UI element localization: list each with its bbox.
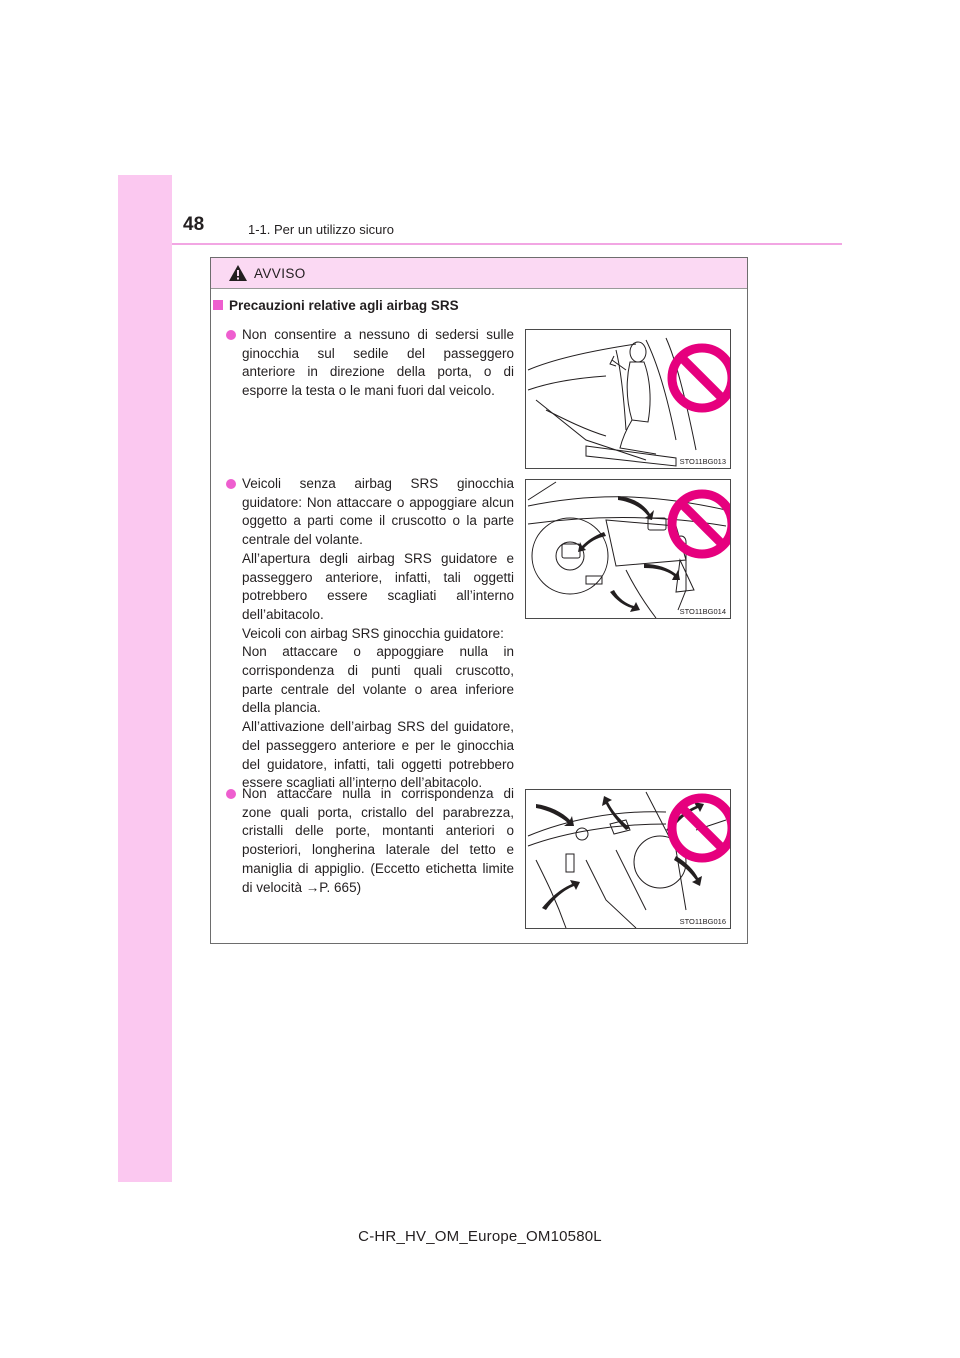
text-line: posteriori, longherina laterale del tetto e [242, 842, 514, 858]
warning-item-3 [226, 785, 514, 897]
text-line: All’apertura degli airbag SRS guidatore e [242, 550, 514, 566]
text-line: della plancia. [242, 700, 321, 716]
text-line: Veicoli senza airbag SRS ginocchia [242, 476, 514, 491]
text-line: dell’abitacolo. [242, 606, 324, 622]
text-line: centrale del volante. [242, 532, 363, 548]
text-line: zone quali porta, cristallo del parabrezza, [242, 804, 514, 820]
figure-code: STO11BG014 [679, 607, 726, 616]
text-line: potrebbero essere scagliati all’interno [242, 588, 514, 604]
warning-item-2 [226, 475, 514, 793]
text-line: Non attaccare o appoggiare nulla in [242, 644, 514, 660]
round-bullet-icon [226, 479, 236, 489]
text-line: Non consentire a nessuno di sedersi sulle [242, 327, 514, 342]
round-bullet-icon [226, 330, 236, 340]
text-line: anteriore in direzione della porta, o di [242, 364, 514, 380]
section-title: 1-1. Per un utilizzo sicuro [248, 222, 394, 237]
figure-dashboard-objects [525, 479, 731, 619]
text-line: oggetto a parti come il cruscotto o la parte [242, 513, 514, 529]
page-number: 48 [183, 214, 205, 235]
warning-header [211, 258, 747, 289]
text-line: Veicoli con airbag SRS ginocchia guidatore: [242, 625, 504, 641]
document-footer-code: C-HR_HV_OM_Europe_OM10580L [358, 1228, 602, 1245]
text-line: parte centrale del volante o area inferiore [242, 681, 514, 697]
square-bullet-icon [213, 300, 223, 310]
side-tab-band [118, 175, 172, 1182]
figure-cabin-pillars [525, 789, 731, 929]
subheading: Precauzioni relative agli airbag SRS [213, 298, 459, 313]
text-line: di velocità →P. 665) [242, 879, 362, 895]
text-line: corrispondenza di punti quali cruscotto, [242, 663, 514, 679]
warning-item-1 [226, 326, 514, 401]
text-line: Non attaccare nulla in corrispondenza di [242, 786, 514, 801]
text-line: ginocchia sul sedile del passeggero [242, 345, 514, 361]
text-line: esporre la testa o le mani fuori dal veicolo. [242, 383, 495, 399]
figure-kneeling-passenger [525, 329, 731, 469]
text-line: del passeggero anteriore e per le ginocchia [242, 737, 514, 753]
text-line: essere scagliati all’interno dell’abitacolo. [242, 775, 483, 791]
text-line: All’attivazione dell’airbag SRS del guidatore, [242, 719, 514, 735]
warning-label: AVVISO [254, 266, 306, 281]
text-line: del guidatore, infatti, tali oggetti potrebbero [242, 756, 514, 772]
text-line: passeggero anteriore, infatti, tali oggetti [242, 569, 514, 585]
warning-triangle-icon [228, 264, 248, 282]
text-line: guidatore: Non attaccare o appoggiare alcun [242, 494, 514, 510]
text-line: maniglia di appiglio. (Eccetto etichetta limite [242, 860, 514, 876]
text-line: cristalli delle porte, montanti anteriori o [242, 823, 514, 839]
header-rule [172, 243, 842, 245]
figure-code: STO11BG016 [679, 917, 726, 926]
figure-code: STO11BG013 [679, 457, 726, 466]
round-bullet-icon [226, 789, 236, 799]
